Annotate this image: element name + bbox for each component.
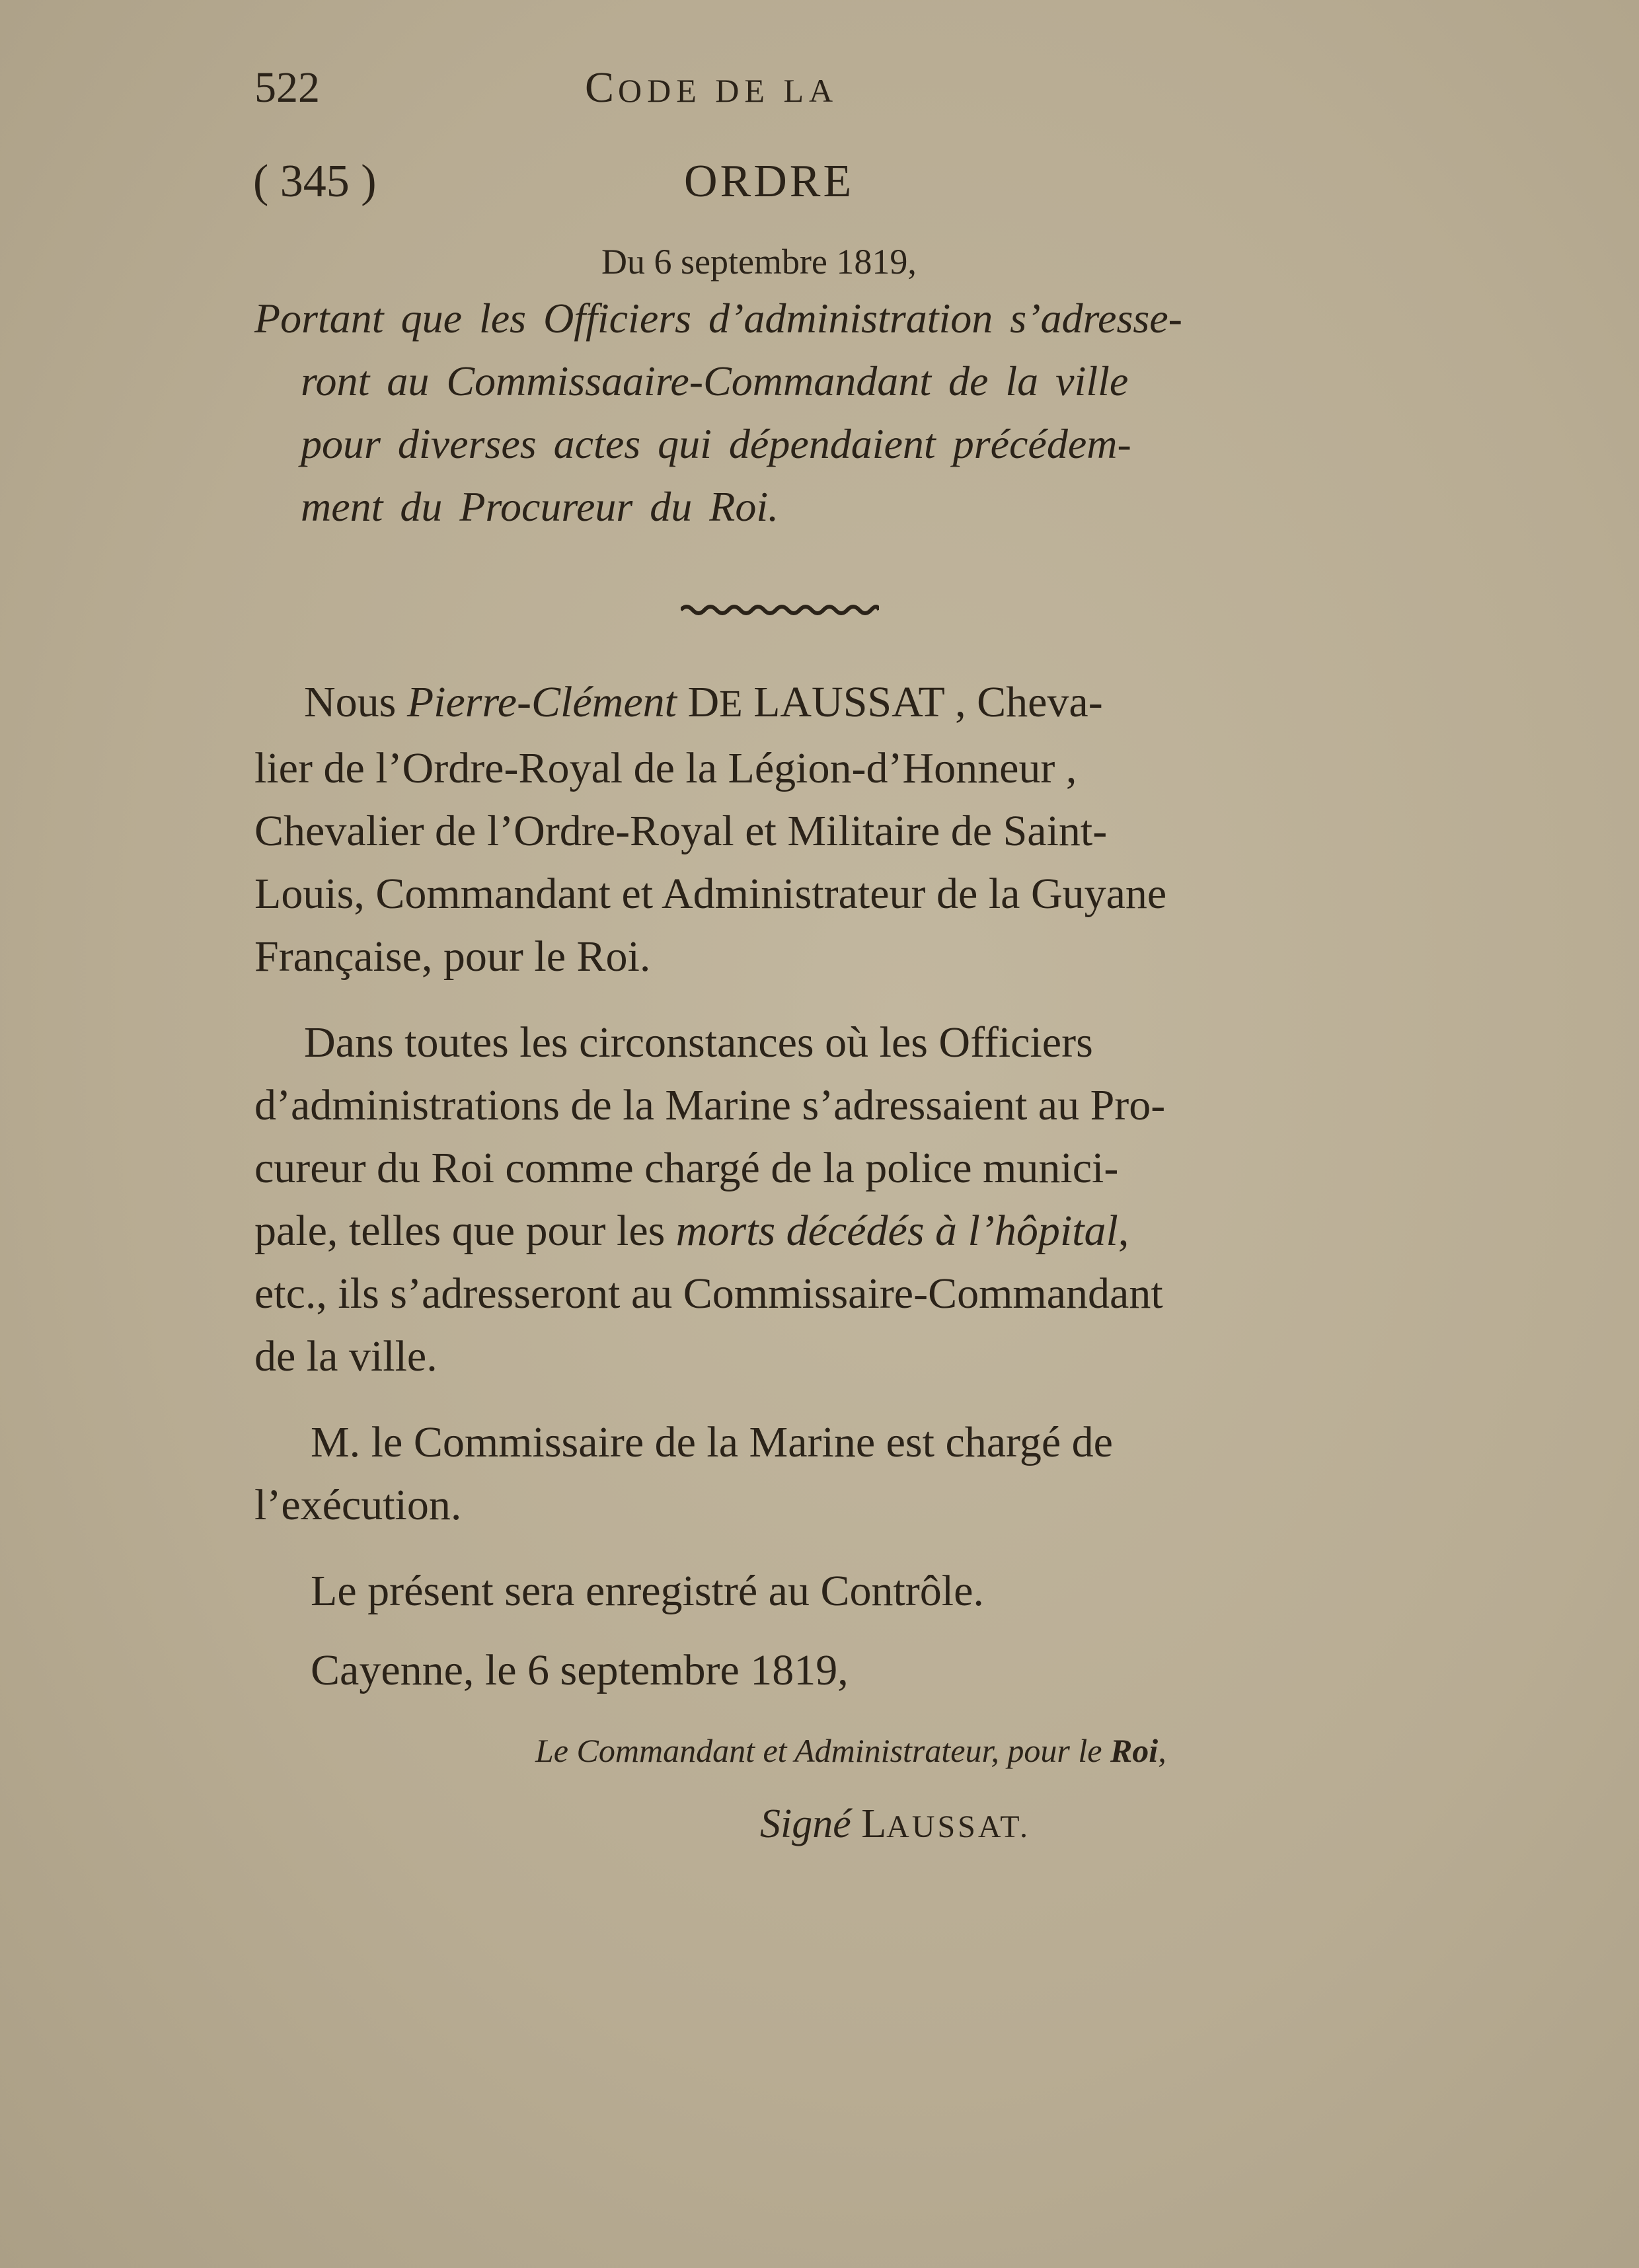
- preamble-line: Nous Pierre-Clément DE LAUSSAT , Cheva-: [304, 678, 1103, 726]
- name-italic: Pierre-Clément: [406, 678, 677, 726]
- registration-line: Le présent sera enregistré au Contrôle.: [311, 1567, 984, 1615]
- summary-line: Portant que les Officiers d’administration s’adresse-: [254, 295, 1182, 342]
- document-type: ORDRE: [684, 156, 855, 207]
- page-number: 522: [254, 63, 320, 112]
- document-date: Du 6 septembre 1819,: [601, 242, 917, 282]
- article-line: cureur du Roi comme chargé de la police munici-: [254, 1144, 1119, 1192]
- preamble-line: Chevalier de l’Ordre-Royal et Militaire de Saint-: [254, 807, 1108, 855]
- summary-line: ront au Commissaaire-Commandant de la ville: [301, 358, 1129, 404]
- article-line: d’administrations de la Marine s’adressaient au Pro-: [254, 1081, 1166, 1129]
- preamble-line: Louis, Commandant et Administrateur de la Guyane: [254, 870, 1167, 918]
- italic-phrase: morts décédés à l’hôpital: [675, 1207, 1118, 1255]
- running-title-rest: ODE DE LA: [618, 72, 839, 109]
- summary-line: pour diverses actes qui dépendaient précédem-: [301, 420, 1131, 467]
- preamble-line: lier de l’Ordre-Royal de la Légion-d’Honneur ,: [254, 744, 1077, 792]
- article-line: pale, telles que pour les morts décédés à l’hôpital,: [254, 1207, 1129, 1255]
- summary-line: ment du Procureur du Roi.: [301, 483, 779, 530]
- article-line: etc., ils s’adresseront au Commissaire-Commandant: [254, 1269, 1163, 1318]
- signed-name: Signé LAUSSAT.: [760, 1801, 1030, 1846]
- document-number: ( 345 ): [253, 156, 377, 207]
- article-line: de la ville.: [254, 1332, 438, 1380]
- signature-title: Le Commandant et Administrateur, pour le Roi,: [535, 1732, 1166, 1769]
- article-line: M. le Commissaire de la Marine est chargé de: [311, 1418, 1113, 1466]
- article-line: Dans toutes les circonstances où les Officiers: [304, 1018, 1093, 1067]
- running-title-initial: C: [585, 63, 619, 112]
- article-line: l’exécution.: [254, 1481, 462, 1529]
- preamble-line: Française, pour le Roi.: [254, 932, 651, 981]
- ornamental-divider: [681, 601, 879, 619]
- running-title: [585, 63, 838, 113]
- place-date-line: Cayenne, le 6 septembre 1819,: [311, 1646, 849, 1694]
